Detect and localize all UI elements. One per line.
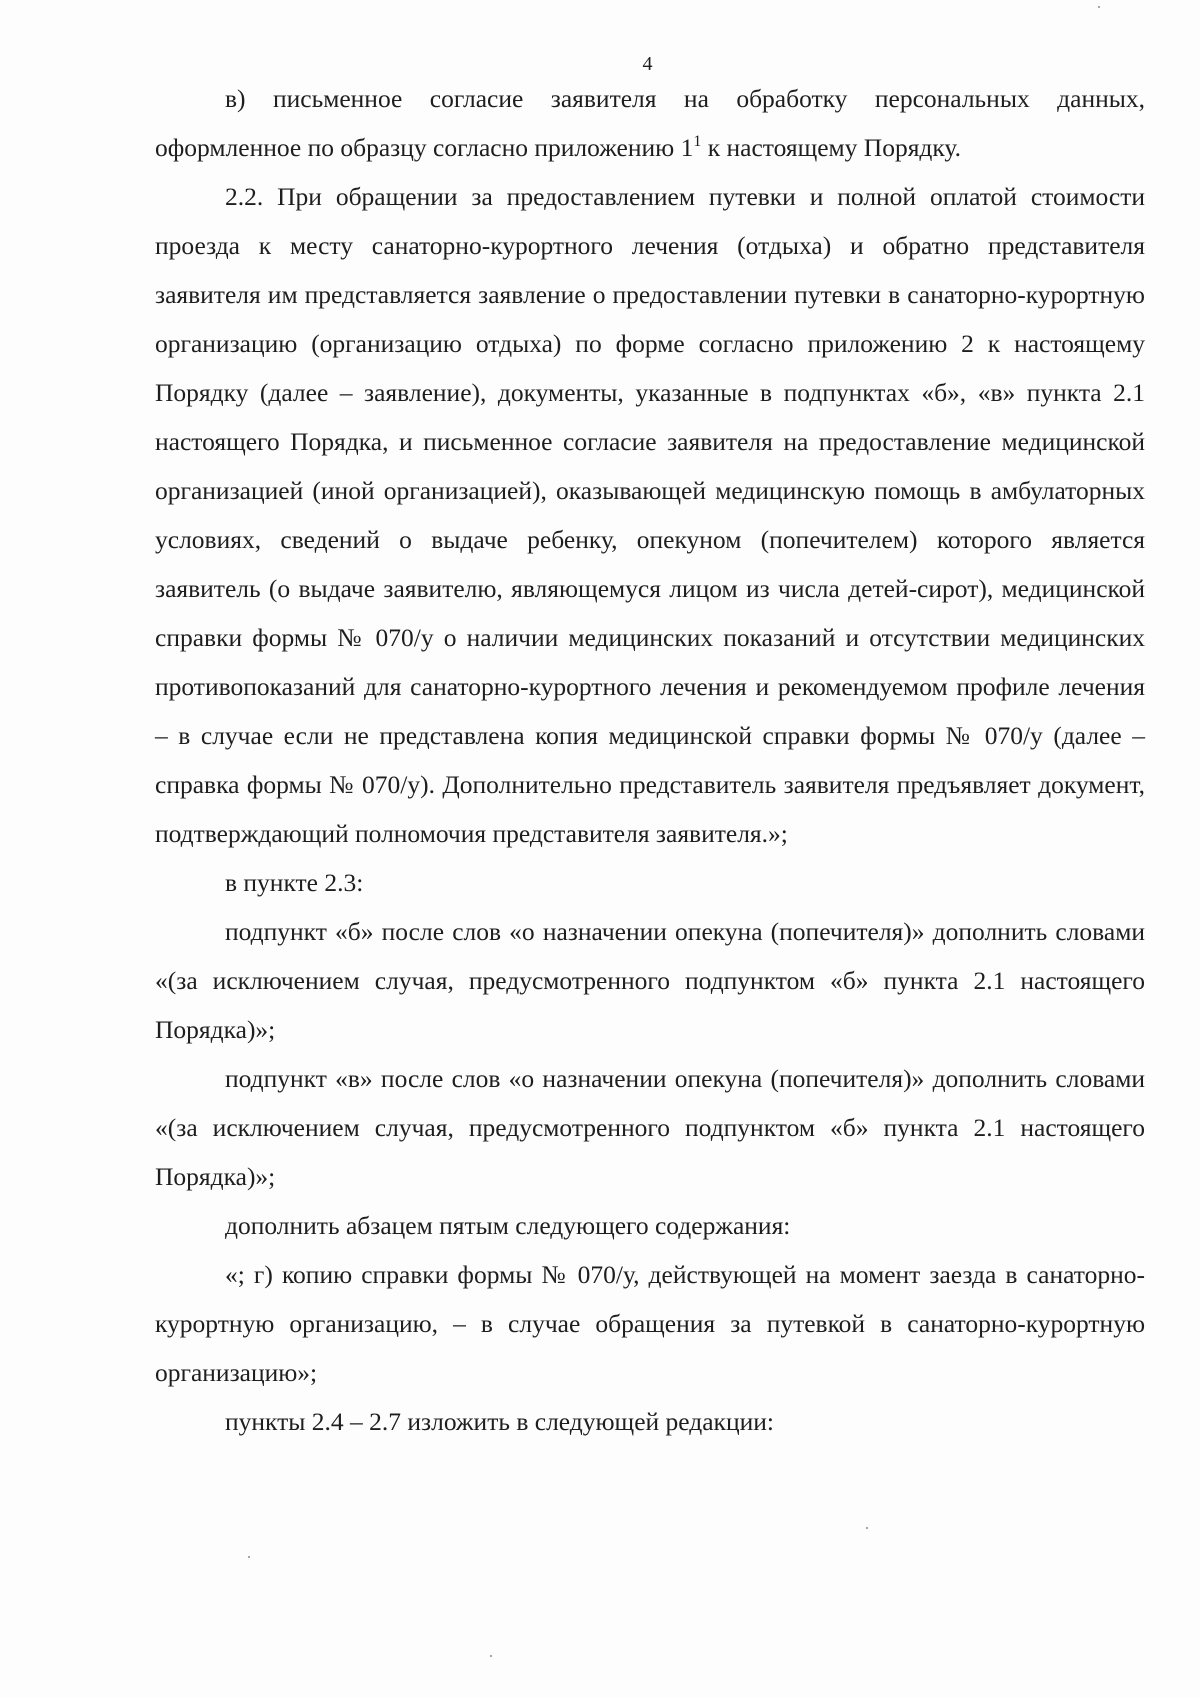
paragraph-subitem-b: подпункт «б» после слов «о назначении опекуна (попечителя)» дополнить словами «(за исключением случая, предусмотренного подпунктом «б» пункта 2.1 настоящего Порядка)»; [155, 917, 1145, 1044]
footnote-superscript: 1 [693, 133, 702, 150]
paragraph-2-2: 2.2. При обращении за предоставлением путевки и полной оплатой стоимости проезда к месту санаторно-курортного лечения (отдыха) и обратно представителя заявителя им представляется заявление о предоставлении путевки в санаторно-курортную организацию (организацию отдыха) по форме согласно приложению 2 к настоящему Порядку (далее – заявление), документы, указанные в подпунктах «б», «в» пункта 2.1 настоящего Порядка, и письменное согласие заявителя на предоставление медицинской организацией (иной организацией), оказывающей медицинскую помощь в амбулаторных условиях, сведений о выдаче ребенку, опекуном (попечителем) которого является заявитель (о выдаче заявителю, являющемуся лицом из числа детей-сирот), медицинской справки формы № 070/у о наличии медицинских показаний и отсутствии медицинских противопоказаний для санаторно-курортного лечения и рекомендуемом профиле лечения – в случае если не представлена копия медицинской справки формы № 070/у (далее – справка формы № 070/у). Дополнительно представитель заявителя предъявляет документ, подтверждающий полномочия представителя заявителя.»; [155, 182, 1145, 848]
paragraph-consent [155, 74, 1145, 172]
paragraph-consent-text: в) письменное согласие заявителя на обработку персональных данных, оформленное по образцу согласно приложению 1 [155, 84, 1145, 162]
paragraph-add-fifth: дополнить абзацем пятым следующего содержания: [225, 1211, 791, 1240]
document-body [155, 74, 1145, 1446]
paragraph-consent-tail: к настоящему Порядку. [701, 133, 962, 162]
paragraph-items-2-4-2-7: пункты 2.4 – 2.7 изложить в следующей редакции: [225, 1407, 774, 1436]
paragraph-subitem-v: подпункт «в» после слов «о назначении опекуна (попечителя)» дополнить словами «(за исключением случая, предусмотренного подпунктом «б» пункта 2.1 настоящего Порядка)»; [155, 1064, 1145, 1191]
scan-speck [490, 1655, 492, 1657]
paragraph-subitem-g: «; г) копию справки формы № 070/у, действующей на момент заезда в санаторно-курортную организацию, – в случае обращения за путевкой в санаторно-курортную организацию»; [155, 1260, 1145, 1387]
paragraph-item-2-3: в пункте 2.3: [225, 868, 364, 897]
scan-speck [866, 1527, 868, 1529]
scan-speck [248, 1556, 250, 1558]
page-number: 4 [642, 53, 653, 75]
scan-speck [1098, 6, 1100, 8]
